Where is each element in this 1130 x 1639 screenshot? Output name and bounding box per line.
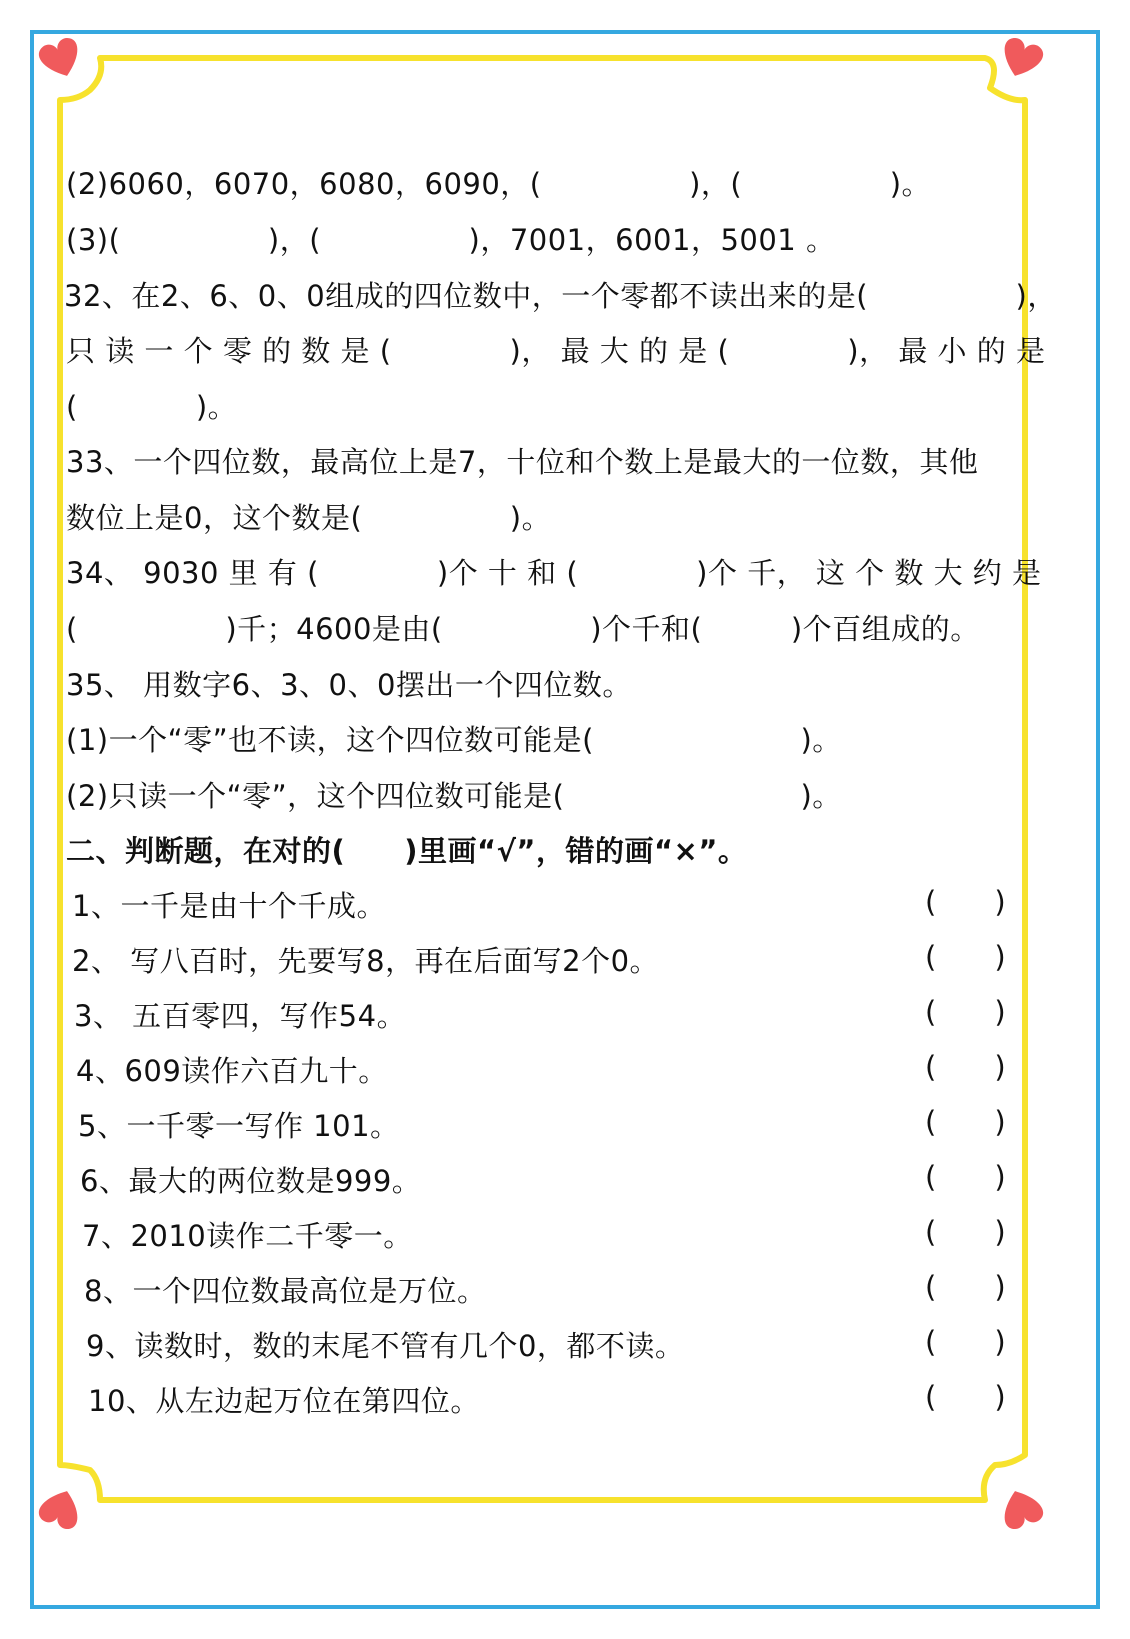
question-32-line: ( )。 — [66, 390, 238, 424]
question-33-line: 33、一个四位数，最高位上是7，十位和个数上是最大的一位数，其他 — [66, 445, 979, 479]
judgment-item: 6、最大的两位数是999。 — [80, 1164, 422, 1198]
judgment-item: 5、一千零一写作 101。 — [78, 1109, 400, 1143]
section-title: 二、判断题，在对的( )里画“√”，错的画“×”。 — [66, 834, 748, 868]
answer-bracket[interactable]: ( ) — [925, 1380, 1006, 1414]
judgment-item: 9、读数时，数的末尾不管有几个0，都不读。 — [86, 1329, 685, 1363]
judgment-item: 1、一千是由十个千成。 — [72, 889, 386, 923]
answer-bracket[interactable]: ( ) — [925, 885, 1006, 919]
judgment-item: 7、2010读作二千零一。 — [82, 1219, 413, 1253]
question-34-line: ( )千；4600是由( )个千和( )个百组成的。 — [66, 612, 980, 646]
question-35-line: (2)只读一个“零”，这个四位数可能是( )。 — [66, 779, 842, 813]
answer-bracket[interactable]: ( ) — [925, 995, 1006, 1029]
question-32-line: 只 读 一 个 零 的 数 是 ( )， 最 大 的 是 ( )， 最 小 的 是 — [66, 334, 1046, 368]
judgment-item: 10、从左边起万位在第四位。 — [88, 1384, 480, 1418]
question-35-line: 35、 用数字6、3、0、0摆出一个四位数。 — [66, 668, 632, 702]
question-32-line: 32、在2、6、0、0组成的四位数中，一个零都不读出来的是( )， — [64, 279, 1057, 313]
answer-bracket[interactable]: ( ) — [925, 1050, 1006, 1084]
answer-bracket[interactable]: ( ) — [925, 1215, 1006, 1249]
question-33-line: 数位上是0，这个数是( )。 — [66, 501, 552, 535]
answer-bracket[interactable]: ( ) — [925, 1105, 1006, 1139]
answer-bracket[interactable]: ( ) — [925, 1270, 1006, 1304]
judgment-item: 8、一个四位数最高位是万位。 — [84, 1274, 487, 1308]
judgment-item: 3、 五百零四，写作54。 — [74, 999, 407, 1033]
question-35-line: (1)一个“零”也不读，这个四位数可能是( )。 — [66, 723, 842, 757]
question-34-line: 34、 9030 里 有 ( )个 十 和 ( )个 千， 这 个 数 大 约 是 — [66, 556, 1042, 590]
answer-bracket[interactable]: ( ) — [925, 1325, 1006, 1359]
judgment-item: 2、 写八百时，先要写8，再在后面写2个0。 — [72, 944, 660, 978]
answer-bracket[interactable]: ( ) — [925, 940, 1006, 974]
fill-in-line: (2)6060，6070，6080，6090，( )，( )。 — [66, 167, 932, 201]
fill-in-line: (3)( )，( )，7001，6001，5001 。 — [66, 223, 836, 257]
judgment-item: 4、609读作六百九十。 — [76, 1054, 388, 1088]
answer-bracket[interactable]: ( ) — [925, 1160, 1006, 1194]
